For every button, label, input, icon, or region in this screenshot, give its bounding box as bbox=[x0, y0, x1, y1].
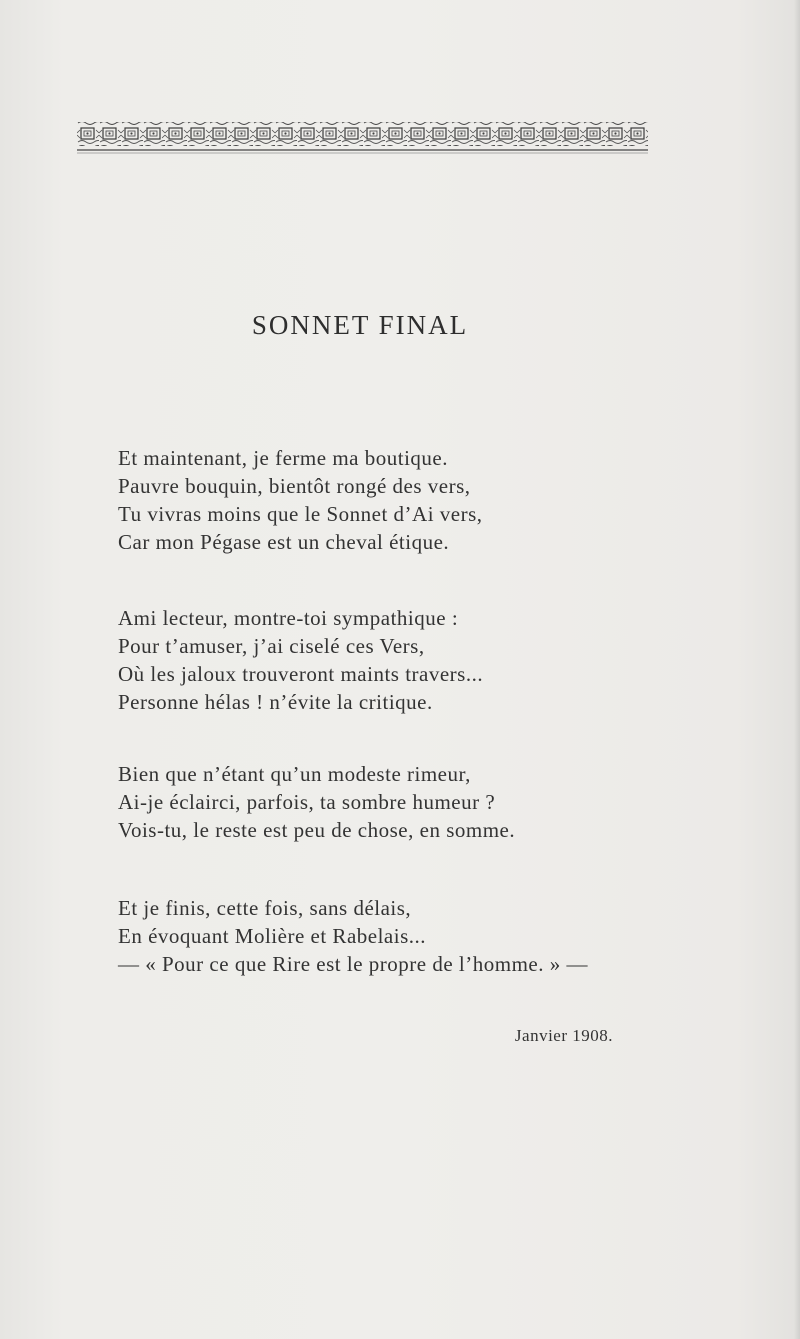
verse-line: Ami lecteur, montre-toi sympathique : bbox=[118, 606, 459, 630]
stanza-3 bbox=[118, 760, 515, 844]
date-signature: Janvier 1908. bbox=[514, 1026, 613, 1045]
stanza-2 bbox=[118, 604, 483, 716]
verse-line: Et maintenant, je ferme ma boutique. bbox=[118, 446, 448, 470]
verse-line: — « Pour ce que Rire est le propre de l’homme. » — bbox=[118, 952, 588, 976]
verse-line: Où les jaloux trouveront maints travers... bbox=[118, 662, 484, 686]
stanza-4 bbox=[118, 894, 588, 978]
verse-line: Personne hélas ! n’évite la critique. bbox=[118, 690, 433, 714]
verse-line: Car mon Pégase est un cheval étique. bbox=[118, 530, 450, 554]
verse-line: En évoquant Molière et Rabelais... bbox=[118, 924, 426, 948]
verse-line: Ai-je éclairci, parfois, ta sombre humeur ? bbox=[118, 790, 496, 814]
page-edge-shadow bbox=[794, 0, 800, 1339]
verse-line: Bien que n’étant qu’un modeste rimeur, bbox=[118, 762, 471, 786]
verse-line: Vois-tu, le reste est peu de chose, en somme. bbox=[118, 818, 516, 842]
stanza-1 bbox=[118, 444, 483, 556]
ornament-svg bbox=[77, 120, 648, 156]
verse-line: Pour t’amuser, j’ai ciselé ces Vers, bbox=[118, 634, 425, 658]
verse-line: Tu vivras moins que le Sonnet d’Ai vers, bbox=[118, 502, 483, 526]
verse-line: Et je finis, cette fois, sans délais, bbox=[118, 896, 412, 920]
decorative-border-ornament bbox=[77, 120, 648, 156]
verse-line: Pauvre bouquin, bientôt rongé des vers, bbox=[118, 474, 471, 498]
page-title: SONNET FINAL bbox=[251, 310, 469, 340]
